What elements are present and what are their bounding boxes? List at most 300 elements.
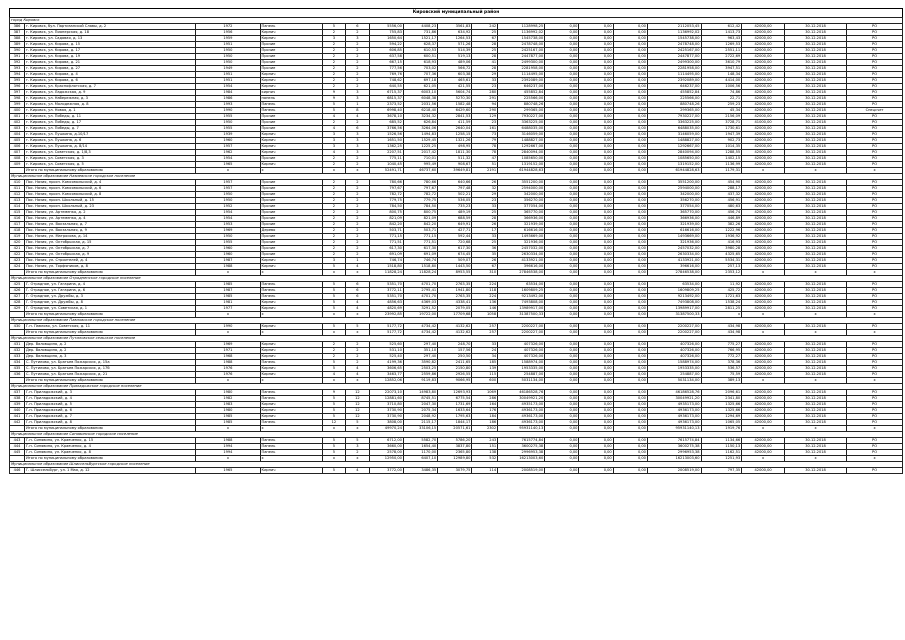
table-cell: 2 [346,246,370,252]
table-cell: x [701,312,742,318]
table-cell: 7493808,00 [498,300,545,306]
table-cell: 30049921,20 [498,396,545,402]
table-cell: Г.п. Приладожский, д. 7 [24,414,195,420]
table-cell: РО [847,132,903,138]
table-cell: 4408,23 [403,24,437,30]
table-cell: 0,00 [579,186,613,192]
table-cell: 2578,00 [369,450,403,456]
table-cell: 12950,00 [369,456,403,462]
table-cell: 9213492,00 [647,294,701,300]
table-cell: 356270,00 [498,198,545,204]
table-cell: РО [847,234,903,240]
table-cell: 0,00 [613,144,647,150]
table-cell: 30.12.2018 [784,144,846,150]
table-cell: 0,00 [613,186,647,192]
table-cell: 720,68 [438,240,472,246]
table-cell: Кирпич [260,468,322,474]
table-cell: 436 [10,372,25,378]
table-cell: 4936173,00 [647,414,701,420]
table-cell: РО [847,258,903,264]
table-cell: 1225,25 [403,144,437,150]
table-cell: 12 [346,414,370,420]
table-cell: 12 [346,396,370,402]
table-cell: 2079,05 [438,306,472,312]
table-cell: 646237,00 [498,84,545,90]
table-cell: 30.12.2018 [784,216,846,222]
table-cell: 2096,61 [701,390,742,396]
table-cell: 797,48 [438,186,472,192]
table-cell: x [322,312,346,318]
table-cell: 406 [10,144,25,150]
table-cell: 5 [322,360,346,366]
table-cell: 0,00 [613,324,647,330]
table-cell: РО [847,210,903,216]
table-cell: 4734,42 [403,330,437,336]
table-cell: 428 [10,300,25,306]
table-cell: 649,91 [438,222,472,228]
table-cell: 2353,12 [701,270,742,276]
table-cell: 2 [322,66,346,72]
table-cell: Прочие [260,240,322,246]
table-cell: 0,00 [579,330,613,336]
table-cell: РО [847,246,903,252]
table-cell: 5 [322,450,346,456]
table-cell: 3 [322,258,346,264]
table-cell: 748,62 [369,78,403,84]
table-cell: 1633,64 [438,408,472,414]
table-cell: 17 [472,228,498,234]
table-cell: 5 [346,420,370,426]
table-cell: 42000,00 [742,414,785,420]
table-cell: 1951 [196,78,260,84]
table-cell: РО [847,402,903,408]
table-cell: РО [847,204,903,210]
table-cell: 0,00 [545,132,579,138]
table-cell: x [742,330,785,336]
table-cell: 1402,15 [701,156,742,162]
table-cell: Кирпич [260,144,322,150]
table-cell: 5031134,00 [647,378,701,384]
table-cell: 2 [346,54,370,60]
table-cell: 0,00 [545,84,579,90]
table-cell: 42000,00 [742,72,785,78]
table-cell: 2017,42 [403,150,437,156]
table-cell: Итого по муниципальному образованию [24,378,195,384]
table-cell: 0,00 [579,270,613,276]
table-cell: 17709,68 [438,312,472,318]
table-cell: 61944828,63 [647,168,701,174]
table-cell: 2 [322,354,346,360]
table-cell: 146 [472,306,498,312]
table-cell: РО [847,288,903,294]
table-cell: г. Кировск, ул. Пушкина, д.10/17 [24,132,195,138]
table-cell: x [847,312,903,318]
table-cell: 1134,66 [701,438,742,444]
table-cell: 439 [10,402,25,408]
table-cell: 2 [322,252,346,258]
table-cell: 393 [10,66,25,72]
table-cell: 12 [346,408,370,414]
table-cell: 2 [346,228,370,234]
table-cell: 404 [10,132,25,138]
table-cell: 30.12.2018 [784,156,846,162]
table-cell: 0,00 [545,330,579,336]
table-cell: 2156,09 [701,114,742,120]
table-cell: 3363225,00 [647,120,701,126]
table-cell: 1 [346,102,370,108]
table-cell: 688,59 [438,216,472,222]
table-cell: 1844,17 [438,420,472,426]
table-cell: 610,53 [403,48,437,54]
table-cell: 1651,50 [369,138,403,144]
table-cell: 1960 [196,252,260,258]
table-cell: 2392089,00 [647,78,701,84]
table-cell: 1518,80 [369,264,403,270]
table-cell: Пос. Назия, ул. Вокзальная, д. 7 [24,222,195,228]
table-cell: 63534,00 [647,282,701,288]
table-cell: 1264,53 [438,36,472,42]
table-cell: 0,00 [545,234,579,240]
table-cell: 0,00 [545,48,579,54]
spreadsheet [9,8,903,474]
table-cell: 0,00 [613,270,647,276]
table-cell: 30.12.2018 [784,204,846,210]
table-cell: 2996953,38 [498,450,545,456]
table-cell: Кирпич [260,162,322,168]
table-cell: 2811,25 [701,306,742,312]
table-cell: Кирпич [260,132,322,138]
table-cell: 2 [322,120,346,126]
table-cell: 30.12.2018 [784,132,846,138]
table-cell: 2447877,00 [498,54,545,60]
table-cell: 2594000,00 [647,186,701,192]
table-cell: Панель [260,288,322,294]
table-cell: 0,00 [613,444,647,450]
table-cell: 4701,70 [403,294,437,300]
table-cell: 3 [322,138,346,144]
table-cell: Г. Отрадное, ул. Гагарина, д. 4 [24,282,195,288]
table-cell: 1529,45 [403,138,437,144]
table-cell: 446,89 [701,216,742,222]
table-cell: 0,00 [613,156,647,162]
table-cell: 2 [346,240,370,246]
table-cell: x [346,330,370,336]
table-cell: 1950 [196,60,260,66]
table-cell: 254887,00 [647,372,701,378]
table-cell: Кирпич [260,36,322,42]
table-cell: 118 [472,288,498,294]
table-cell: 1959 [196,36,260,42]
table-cell: 4936173,00 [647,408,701,414]
table-cell: 0,00 [545,366,579,372]
table-cell: Итого по муниципальному образованию [24,456,195,462]
table-cell: 0,00 [613,330,647,336]
table-cell: 2503,25 [403,366,437,372]
table-cell: 0,00 [613,222,647,228]
table-cell: Г. Отрадное, ул. Советская, д. 1 [24,306,195,312]
table-cell: 5270,30 [438,96,472,102]
table-cell: 445 [10,450,25,456]
table-cell: 1058 [472,312,498,318]
table-cell: 5 [322,396,346,402]
table-cell: 498,95 [438,144,472,150]
table-cell: Пос. Назия, просп. Школьный, д. 23 [24,204,195,210]
table-cell: Кирпич [260,84,322,90]
table-cell: 351,10 [403,348,437,354]
table-cell: 30.12.2018 [784,234,846,240]
table-cell: 4 [346,264,370,270]
table-cell: Г.п. Приладожский, д. 6 [24,408,195,414]
table-cell: 186 [472,420,498,426]
table-cell: 0,00 [545,402,579,408]
table-cell: 0,00 [579,84,613,90]
table-cell: Г. Отрадное, ул. Гагарина, д. 6 [24,288,195,294]
table-cell: 2 [346,204,370,210]
table-cell: Г.п. Приладожский, д. 5 [24,402,195,408]
table-cell: 425,72 [701,288,742,294]
table-cell: 0,00 [545,54,579,60]
table-cell: 0,00 [579,180,613,186]
table-cell: Прочие [260,216,322,222]
table-cell: 0,00 [613,210,647,216]
table-cell: 2 [346,162,370,168]
table-cell: 377054,00 [498,204,545,210]
table-cell: 2559,86 [403,372,437,378]
table-cell: 16213003,60 [498,456,545,462]
table-cell: 2840094,00 [647,150,701,156]
table-cell: 387 [10,30,25,36]
table-cell: 0,00 [545,60,579,66]
table-cell: x [847,270,903,276]
table-cell: 79 [472,138,498,144]
table-cell: 26 [472,180,498,186]
table-cell: 94 [472,102,498,108]
table-cell: 42000,00 [742,84,785,90]
table-cell: 1936,92 [701,234,742,240]
table-cell: 0,00 [579,168,613,174]
table-cell: 0,00 [545,414,579,420]
table-cell: 0,00 [613,72,647,78]
table-cell: 423 [10,258,25,264]
table-cell: Прочие [260,246,322,252]
table-cell: 42000,00 [742,234,785,240]
table-cell: Кирпич [260,138,322,144]
table-cell: 2478748,00 [498,42,545,48]
table-cell: 2 [346,84,370,90]
table-cell: x [784,270,846,276]
table-cell: кирпич [260,90,322,96]
table-cell: 30.12.2018 [784,294,846,300]
table-cell: Г.п. Синявино, ул. Кравченко, д. 15 [24,438,195,444]
table-cell: 257 [472,330,498,336]
table-cell: 2075,34 [403,408,437,414]
table-cell: 0,00 [579,240,613,246]
table-cell: 0,00 [545,342,579,348]
table-cell: 0,00 [579,114,613,120]
table-cell: 2 [322,72,346,78]
table-cell: Прочие [260,48,322,54]
table-cell: 0,00 [579,102,613,108]
table-cell: 842,20 [369,222,403,228]
table-cell: 0,00 [613,264,647,270]
table-cell: 45,34 [701,108,742,114]
table-cell: РО [847,78,903,84]
table-cell: 772,27 [701,354,742,360]
table-cell: РО [847,324,903,330]
table-cell: 403 [10,126,25,132]
table-cell: 0,00 [579,414,613,420]
table-cell: 628,37 [403,42,437,48]
table-cell: 6 [346,24,370,30]
table-cell: Пос. Назия, ул. Матросова, д. 14 [24,234,195,240]
table-cell: 78 [472,150,498,156]
table-cell: 443 [10,438,25,444]
table-cell: 164 [472,402,498,408]
table-cell: 1960 [196,138,260,144]
table-cell: 3079,75 [438,468,472,474]
table-cell: 880748,26 [498,102,545,108]
table-cell: 29 [472,72,498,78]
table-cell: 1443,50 [438,264,472,270]
table-cell: 9 [322,390,346,396]
table-cell: 3710,80 [369,402,403,408]
table-cell: 0,00 [613,390,647,396]
table-cell: 2 [322,48,346,54]
table-cell: 2302 [472,426,498,432]
table-cell: 419 [10,234,25,240]
table-cell: 2365,80 [438,450,472,456]
table-cell: 3766,56 [369,126,403,132]
table-cell: г. Кировск, ул. Кирова, д. 6 [24,78,195,84]
table-cell: 4935173,00 [647,402,701,408]
table-cell: 2 [322,240,346,246]
table-cell: 1957 [196,180,260,186]
table-cell: 366936,00 [498,216,545,222]
table-cell: 25 [472,240,498,246]
table-cell: 290 [472,108,498,114]
table-cell: 4132,62 [438,330,472,336]
table-cell: 454,90 [701,180,742,186]
table-cell: Панель [260,108,322,114]
table-cell: 592,44 [438,234,472,240]
table-cell: 299365,00 [647,108,701,114]
table-cell: 399 [10,102,25,108]
table-cell: 2281958,00 [498,66,545,72]
table-cell: РО [847,120,903,126]
table-cell: 0,00 [579,312,613,318]
table-cell: 616616,00 [647,228,701,234]
table-cell: Прочие [260,42,322,48]
table-cell: 1980 [196,408,260,414]
table-cell: Г.п. Синявино, ул. Кравченко, д. 4 [24,444,195,450]
table-cell: 9119,83 [403,378,437,384]
table-cell: Панель [260,282,322,288]
table-cell: 3678,10 [369,114,403,120]
table-cell: 3551200,00 [498,180,545,186]
table-cell: 2 [346,360,370,366]
table-cell: 1950 [196,192,260,198]
table-cell: 1493669,00 [498,234,545,240]
table-cell: 2841,53 [438,114,472,120]
table-cell: Прочие [260,180,322,186]
table-cell: 771,15 [369,234,403,240]
table-cell: 3561,83 [438,24,472,30]
table-cell: 0,00 [545,240,579,246]
table-cell: 22073,10 [369,390,403,396]
table-cell: 1988 [196,264,260,270]
table-cell: 0,00 [545,456,579,462]
table-cell: 42000,00 [742,408,785,414]
table-cell: 161 [472,126,498,132]
table-cell: г. Кировск, ул. Победы, д. 17 [24,120,195,126]
table-cell: 242 [472,24,498,30]
table-cell: 4935173,00 [498,402,545,408]
table-cell: 437,32 [701,192,742,198]
table-cell: x [322,168,346,174]
table-cell: Спецсчет [847,108,903,114]
table-cell: 3551200,00 [647,180,701,186]
table-cell: 321936,00 [498,240,545,246]
table-cell: 0,00 [579,156,613,162]
table-cell: 30.12.2018 [784,264,846,270]
table-cell: x [260,426,322,432]
table-cell: РО [847,114,903,120]
table-cell: РО [847,300,903,306]
table-cell: Кирпич [260,372,322,378]
table-cell: 30.12.2018 [784,210,846,216]
table-cell: 3486,35 [403,468,437,474]
table-cell: 16213003,60 [647,456,701,462]
table-cell: 442 [10,420,25,426]
table-cell: 30.12.2018 [784,60,846,66]
table-cell: 0,00 [579,60,613,66]
table-cell: 455852,84 [647,90,701,96]
table-cell: 821,09 [403,216,437,222]
table-cell: РО [847,348,903,354]
table-cell: 0,00 [613,60,647,66]
table-cell: 503,71 [369,228,403,234]
table-cell: 2 [322,186,346,192]
table-cell: 382,26 [701,222,742,228]
table-cell: 5 [322,414,346,420]
table-cell: 5534,31 [701,258,742,264]
table-cell: 0,00 [545,210,579,216]
table-cell: 0,00 [579,408,613,414]
table-cell: 0,00 [579,96,613,102]
table-cell: Панель [260,438,322,444]
table-cell: Г. Отрадное, ул. Дружбы, д. 3 [24,294,195,300]
table-cell: 416 [10,216,25,222]
table-cell: Г. Отрадное, ул. Дружбы, д. 8 [24,300,195,306]
table-cell: 2 [322,42,346,48]
table-cell: 3 [346,90,370,96]
table-cell: РО [847,306,903,312]
table-cell: 356270,00 [647,198,701,204]
table-cell: 4856,63 [369,300,403,306]
table-cell: 2795,41 [403,288,437,294]
table-cell: 398 [10,96,25,102]
table-cell: 0,00 [545,246,579,252]
table-cell: Прочие [260,222,322,228]
table-cell: 3947,51 [701,66,742,72]
table-cell: 2 [346,342,370,348]
table-cell: РО [847,282,903,288]
table-cell: 417 [10,222,25,228]
table-cell: 12989,80 [438,456,472,462]
table-cell: 23992,85 [369,312,403,318]
table-cell: 0,00 [613,162,647,168]
table-cell: Панель [260,450,322,456]
